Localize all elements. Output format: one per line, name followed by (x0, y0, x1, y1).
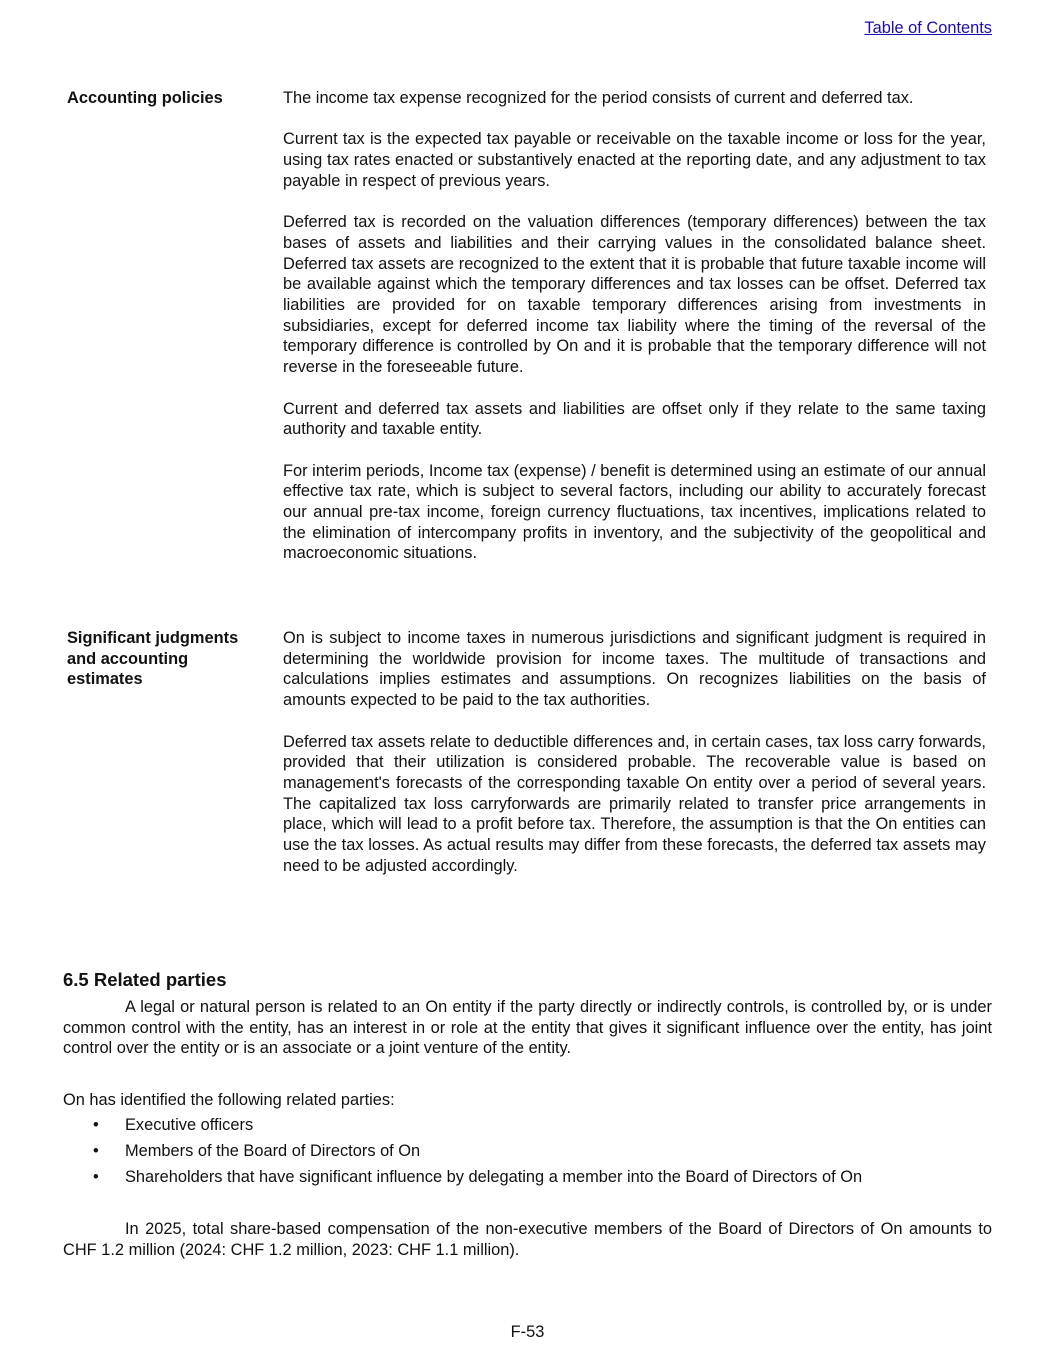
board-compensation-paragraph: In 2025, total share-based compensation of the non-executive members of the Board of Directors of On amounts to CHF 1.2 million (2024: CHF 1.2 million, 2023: CHF 1.1 million). (63, 1220, 992, 1259)
related-parties-heading: 6.5 Related parties (63, 969, 227, 990)
accounting-policies-label: Accounting policies (67, 89, 223, 107)
list-item (63, 1167, 992, 1193)
page-number: F-53 (510, 1323, 545, 1341)
paragraph: Deferred tax is recorded on the valuation differences (temporary differences) between the tax bases of assets and liabilities and their carrying values in the consolidated balance sheet. Deferred tax assets are recognized to the extent that it is probable that future taxable income will be available against which the temporary differences and tax losses can be offset. Deferred tax liabilities are provided for on taxable temporary differences arising from investments in subsidiaries, except for deferred income tax liability where the timing of the reversal of the temporary difference is controlled by On and it is probable that the temporary difference will not reverse in the foreseeable future. (283, 213, 986, 377)
related-parties-list-intro: On has identified the following related parties: (63, 1091, 395, 1109)
list-item (63, 1141, 992, 1167)
list-item-text: Shareholders that have significant influence by delegating a member into the Board of Directors of On (125, 1168, 863, 1186)
paragraph: Current tax is the expected tax payable or receivable on the taxable income or loss for the year, using tax rates enacted or substantively enacted at the reporting date, and any adjustment to tax payable in respect of previous years. (283, 130, 986, 190)
table-of-contents-link[interactable]: Table of Contents (864, 19, 992, 37)
accounting-policies-body (283, 88, 986, 585)
paragraph: Current and deferred tax assets and liabilities are offset only if they relate to the same taxing authority and taxable entity. (283, 399, 986, 439)
list-item (63, 1115, 992, 1141)
paragraph: On is subject to income taxes in numerous jurisdictions and significant judgment is required in determining the worldwide provision for income taxes. The multitude of transactions and calculations implies estimates and assumptions. On recognizes liabilities on the basis of amounts expected to be paid to the tax authorities. (283, 629, 986, 710)
bullet-icon: • (93, 1116, 99, 1134)
significant-judgments-body (283, 628, 986, 897)
paragraph: The income tax expense recognized for the period consists of current and deferred tax. (283, 89, 914, 107)
list-item-text: Executive officers (125, 1116, 254, 1134)
list-item-text: Members of the Board of Directors of On (125, 1142, 421, 1160)
paragraph: For interim periods, Income tax (expense) / benefit is determined using an estimate of our annual effective tax rate, which is subject to several factors, including our ability to accurately forecast our annual pre-tax income, foreign currency fluctuations, tax incentives, implications related to the elimination of intercompany profits in inventory, and the subjectivity of the geopolitical and macroeconomic situations. (283, 461, 986, 563)
related-parties-intro: A legal or natural person is related to an On entity if the party directly or indirectly controls, is controlled by, or is under common control with the entity, has an interest in or role at the entity that gives it significant influence over the entity, has joint control over the entity or is an associate or a joint venture of the entity. (63, 998, 992, 1058)
significant-judgments-label: Significant judgments and accounting estimates (67, 629, 239, 689)
bullet-icon: • (93, 1168, 99, 1186)
bullet-icon: • (93, 1142, 99, 1160)
related-parties-list (63, 1115, 992, 1193)
paragraph: Deferred tax assets relate to deductible differences and, in certain cases, tax loss carry forwards, provided that their utilization is considered probable. The recoverable value is based on management's forecasts of the corresponding taxable On entity over a period of several years. The capitalized tax loss carryforwards are primarily related to transfer price arrangements in place, which will lead to a profit before tax. Therefore, the assumption is that the On entities can use the tax losses. As actual results may differ from these forecasts, the deferred tax assets may need to be adjusted accordingly. (283, 732, 986, 875)
